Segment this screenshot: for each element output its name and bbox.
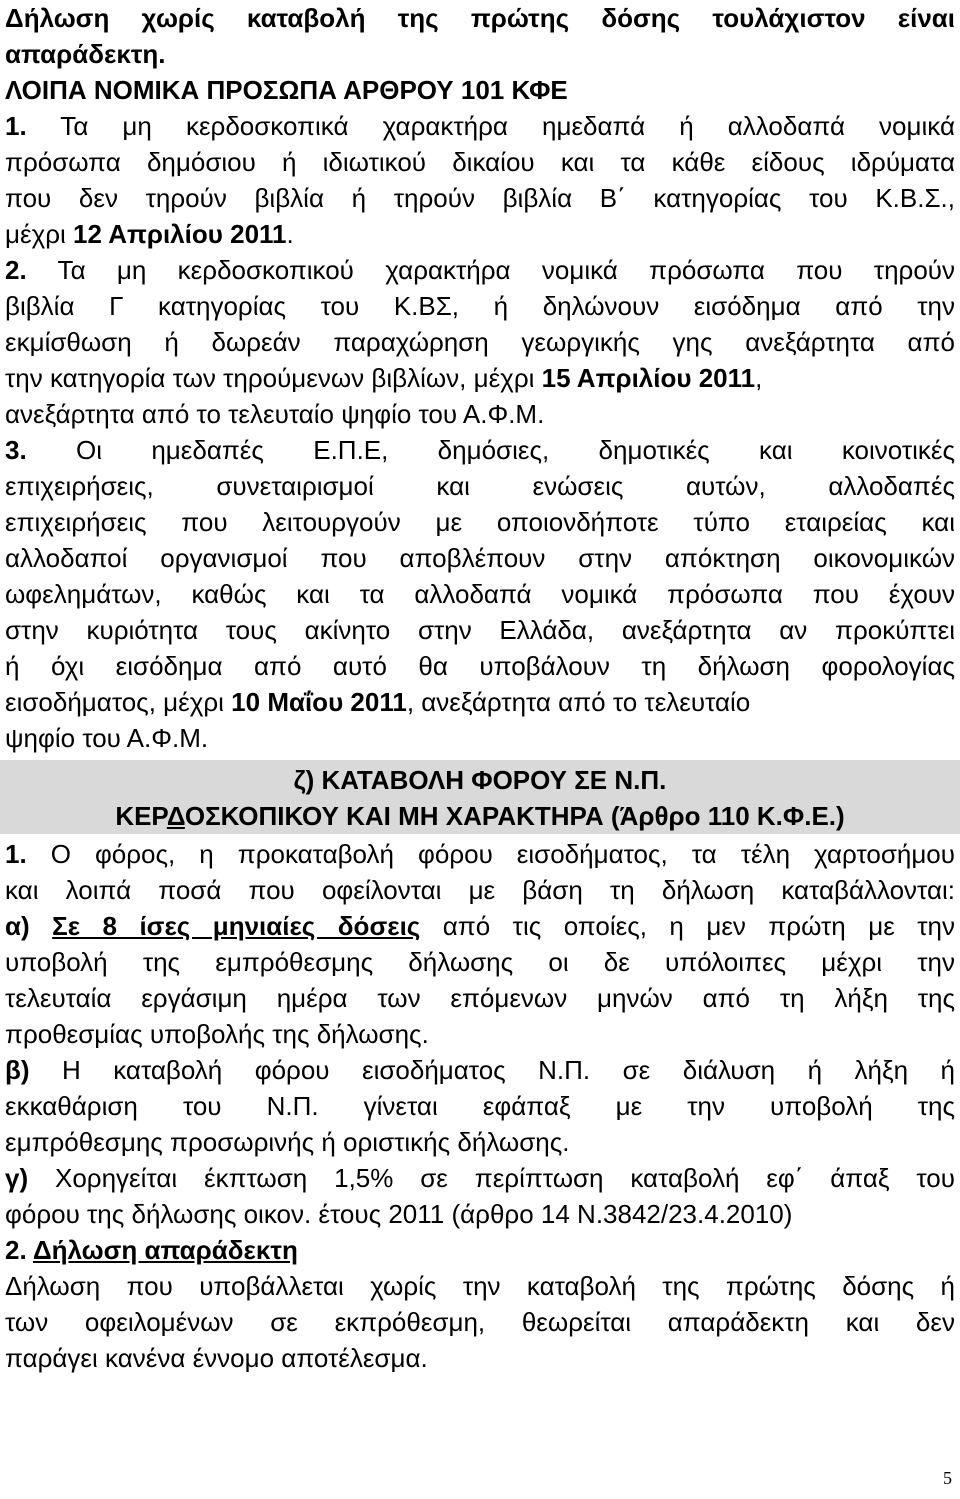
payment-line: [5, 1232, 955, 1268]
item-number: 1.: [5, 839, 27, 869]
payment-line: α) Σε 8 ίσες μηνιαίες δόσεις από τις οποίες, η μεν πρώτη με την: [5, 911, 955, 941]
item-3-line: ψηφίο του Α.Φ.Μ.: [5, 723, 209, 753]
payment-line: προθεσμίας υποβολής της δήλωσης.: [5, 1019, 429, 1049]
item-1-line: μέχρι 12 Απριλίου 2011.: [5, 219, 294, 249]
heading-line: ζ) ΚΑΤΑΒΟΛΗ ΦΟΡΟΥ ΣΕ Ν.Π.: [293, 765, 667, 795]
deadline-date: 10 Μαΐου 2011: [231, 687, 407, 717]
payment-line: 1. Ο φόρος, η προκαταβολή φόρου εισοδήματος, τα τέλη χαρτοσήμου: [5, 839, 955, 869]
item-label: β): [5, 1055, 30, 1085]
item-3-line: αλλοδαποί οργανισμοί που αποβλέπουν στην απόκτηση οικονομικών: [5, 543, 955, 573]
installments-emphasis: Σε 8 ίσες μηνιαίες δόσεις: [52, 911, 421, 941]
subsection-title: Δήλωση απαράδεκτη: [32, 1235, 298, 1265]
payment-line: β) Η καταβολή φόρου εισοδήματος Ν.Π. σε διάλυση ή λήξη ή: [5, 1055, 955, 1085]
item-3-line: ή όχι εισόδημα από αυτό θα υποβάλουν τη δήλωση φορολογίας: [5, 651, 955, 681]
payment-line: Δήλωση που υποβάλλεται χωρίς την καταβολή της πρώτης δόσης ή: [5, 1271, 955, 1301]
deadline-date: 15 Απριλίου 2011: [541, 363, 756, 393]
item-1-line: πρόσωπα δημόσιου ή ιδιωτικού δικαίου και τα κάθε είδους ιδρύματα: [5, 147, 955, 177]
section-title: ΛΟΙΠΑ ΝΟΜΙΚΑ ΠΡΟΣΩΠΑ ΑΡΘΡΟΥ 101 ΚΦΕ: [5, 75, 568, 105]
payment-line: και λοιπά ποσά που οφείλονται με βάση τη δήλωση καταβάλλονται:: [5, 875, 955, 905]
intro-line: Δήλωση χωρίς καταβολή της πρώτης δόσης τουλάχιστον είναι: [5, 3, 955, 33]
payment-line: εκκαθάριση του Ν.Π. γίνεται εφάπαξ με την υποβολή της: [5, 1091, 955, 1121]
heading-line: ΚΕΡΔΟΣΚΟΠΙΚΟΥ ΚΑΙ ΜΗ ΧΑΡΑΚΤΗΡΑ (Άρθρο 110 Κ.Φ.Ε.): [115, 801, 845, 831]
intro-line: απαράδεκτη.: [5, 39, 166, 69]
item-2-line: ανεξάρτητα από το τελευταίο ψηφίο του Α.Φ.Μ.: [5, 399, 545, 429]
item-number: 2.: [5, 255, 27, 285]
document-page: [5, 0, 955, 1376]
item-2-line: 2. Τα μη κερδοσκοπικού χαρακτήρα νομικά πρόσωπα που τηρούν: [5, 255, 955, 285]
item-1-line: 1. Τα μη κερδοσκοπικά χαρακτήρα ημεδαπά ή αλλοδαπά νομικά: [5, 111, 955, 141]
item-number: 1.: [5, 111, 27, 141]
item-label: α): [5, 911, 30, 941]
payment-line: παράγει κανένα έννομο αποτέλεσμα.: [5, 1343, 428, 1373]
item-2-line: εκμίσθωση ή δωρεάν παραχώρηση γεωργικής γης ανεξάρτητα από: [5, 327, 955, 357]
payment-line: γ) Χορηγείται έκπτωση 1,5% σε περίπτωση καταβολή εφ΄ άπαξ του: [5, 1163, 955, 1193]
payment-line: τελευταία εργάσιμη ημέρα των επόμενων μηνών από τη λήξη της: [5, 983, 955, 1013]
item-2-line: την κατηγορία των τηρούμενων βιβλίων, μέχρι 15 Απριλίου 2011,: [5, 363, 763, 393]
item-3-line: επιχειρήσεις, συνεταιρισμοί και ενώσεις αυτών, αλλοδαπές: [5, 471, 955, 501]
item-3-line: εισοδήματος, μέχρι 10 Μαΐου 2011, ανεξάρτητα από το τελευταίο: [5, 687, 751, 717]
payment-line: φόρου της δήλωσης οικον. έτους 2011 (άρθρο 14 Ν.3842/23.4.2010): [5, 1199, 793, 1229]
item-3-line: στην κυριότητα τους ακίνητο στην Ελλάδα, ανεξάρτητα αν προκύπτει: [5, 615, 955, 645]
deadline-date: 12 Απριλίου 2011: [73, 219, 287, 249]
payment-line: εμπρόθεσμης προσωρινής ή οριστικής δήλωσης.: [5, 1127, 570, 1157]
page-number: 5: [943, 1468, 952, 1488]
item-3-line: ωφελημάτων, καθώς και τα αλλοδαπά νομικά πρόσωπα που έχουν: [5, 579, 955, 609]
item-2-line: βιβλία Γ κατηγορίας του Κ.ΒΣ, ή δηλώνουν εισόδημα από την: [5, 291, 955, 321]
item-3-line: επιχειρήσεις που λειτουργούν με οποιονδήποτε τύπο εταιρείας και: [5, 507, 955, 537]
item-label: γ): [5, 1163, 29, 1193]
section-heading: [0, 760, 960, 834]
item-number: 3.: [5, 435, 27, 465]
item-1-line: που δεν τηρούν βιβλία ή τηρούν βιβλία Β΄ κατηγορίας του Κ.Β.Σ.,: [5, 183, 955, 213]
payment-line: υποβολή της εμπρόθεσμης δήλωσης οι δε υπόλοιπες μέχρι την: [5, 947, 955, 977]
item-number: 2.: [5, 1235, 33, 1265]
payment-line: των οφειλομένων σε εκπρόθεσμη, θεωρείται απαράδεκτη και δεν: [5, 1307, 955, 1337]
item-3-line: 3. Οι ημεδαπές Ε.Π.Ε, δημόσιες, δημοτικές και κοινοτικές: [5, 435, 956, 465]
